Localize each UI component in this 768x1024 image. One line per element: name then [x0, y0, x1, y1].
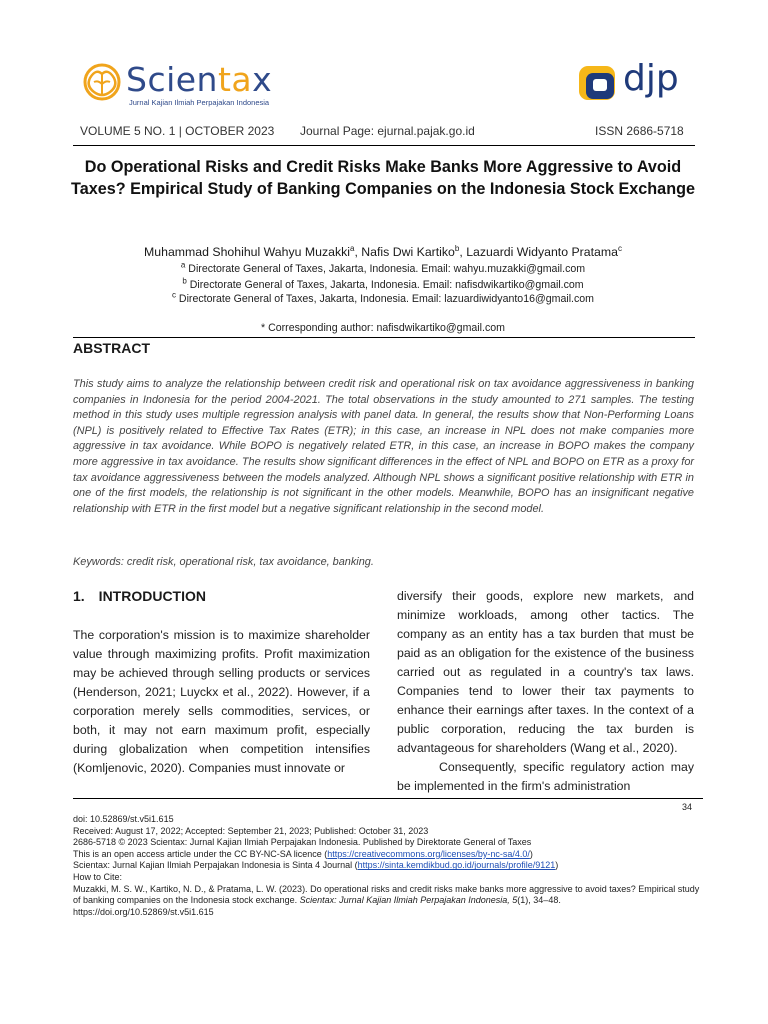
corresponding-author: * Corresponding author: nafisdwikartiko@gmail.com [261, 322, 505, 334]
issn: ISSN 2686-5718 [595, 124, 684, 138]
keywords: Keywords: credit risk, operational risk, tax avoidance, banking. [73, 556, 374, 568]
affiliation: $^a$ Directorate General of Taxes, Jakarta, Indonesia. Email: wahyu.muzakki@gmail.com [180, 260, 586, 275]
section-heading-introduction: 1. INTRODUCTION [73, 588, 206, 604]
paragraph: diversify their goods, explore new markets, and minimize workloads, among other tactics. The company as an entity has a tax burden that must be paid as an obligation for the existence of the business carried out as regulated in a country's tax laws. Companies tend to lower their tax payments to enhance their earnings after taxes. In the context of a public corporation, reducing the tax burden is advantageous for shareholders (Wang et al., 2020). [397, 589, 694, 755]
abstract-divider [73, 337, 695, 338]
publication-dates: Received: August 17, 2022; Accepted: September 21, 2023; Published: October 31, 2023 [73, 825, 429, 836]
footer-divider [73, 798, 703, 799]
djp-logo [577, 58, 679, 104]
author-name: Nafis Dwi Kartiko [361, 245, 455, 259]
affiliation: $^b$ Directorate General of Taxes, Jakarta, Indonesia. Email: nafisdwikartiko@gmail.com [182, 276, 584, 291]
sinta-link[interactable]: https://sinta.kemdikbud.go.id/journals/profile/9121 [357, 860, 556, 871]
license-link[interactable]: https://creativecommons.org/licenses/by-nc-sa/4.0/ [327, 848, 530, 859]
journal-tagline: Jurnal Kajian Ilmiah Perpajakan Indonesia [129, 98, 270, 107]
article-title: Do Operational Risks and Credit Risks Make Banks More Aggressive to Avoid Taxes? Empirical Study of Banking Companies on the Indonesia Stock Exchange [71, 158, 695, 198]
author-name: Lazuardi Widyanto Pratama [466, 245, 618, 259]
abstract-text: This study aims to analyze the relationship between credit risk and operational risk on tax avoidance aggressiveness in banking companies in Indonesia for the period 2004-2021. The total observations in the study amounted to 271 samples. The testing method in this study uses multiple regression analysis with panel data. In general, the results show that Non-Performing Loans (NPL) is positively related to Effective Tax Rates (ETR); in this case, an increase in NPL does not make companies more aggressive in tax avoidance. While BOPO is negatively related ETR, in this case, an increase in BOPO makes the company more aggressive in tax avoidance. The results show significant differences in the effect of NPL and BOPO on ETR as a proxy for tax avoidance aggressiveness between the models analyzed. Although NPL shows a significant positive relationship with ETR in one of the first models, the relationship is not significant in the other models. Meanwhile, BOPO has an insignificant negative relationship with ETR in the first model but a negative significant relationship in the second model. [73, 378, 694, 515]
journal-name: Scientax [126, 60, 273, 99]
author-list: Muhammad Shohihul Wahyu Muzakki$^a$, Nafis Dwi Kartiko$^b$, Lazuardi Widyanto Pratama$^c$ [144, 243, 622, 259]
how-to-cite-label: How to Cite: [73, 871, 123, 882]
djp-mark-icon [577, 64, 619, 104]
citation: Muzakki, M. S. W., Kartiko, N. D., & Pratama, L. W. (2023). Do operational risks and credit risks make banks more aggressive to avoid taxes? Empirical study of banking companies on the Indonesia stock exchange. Scientax: Jurnal Kajian Ilmiah Perpajakan Indonesia, 5(1), 34–48. https://doi.org/10.52869/st.v5i1.615 [73, 883, 700, 917]
body-column-left: The corporation's mission is to maximize shareholder value through maximizing profits. Profit maximization may be achieved through selling products or services (Henderson, 2021; Luyckx et al., 2022). However, if a corporation merely sells commodities, services, or both, it may not earn maximum profit, especially during globalization when competition intensifies (Komljenovic, 2020). Companies must innovate or [73, 628, 370, 775]
abstract-heading: ABSTRACT [73, 340, 150, 356]
author-name: Muhammad Shohihul Wahyu Muzakki [144, 245, 350, 259]
doi: doi: 10.52869/st.v5i1.615 [73, 814, 174, 824]
volume-info: VOLUME 5 NO. 1 | OCTOBER 2023 [80, 124, 275, 138]
affiliation: $^c$ Directorate General of Taxes, Jakarta, Indonesia. Email: lazuardiwidyanto16@gmail.com [171, 290, 595, 305]
journal-logo [82, 62, 282, 112]
license: This is an open access article under the CC BY-NC-SA licence (https://creativecommons.org/licenses/by-nc-sa/4.0/) [73, 848, 533, 859]
brain-logo-icon [82, 62, 122, 102]
djp-wordmark: djp [623, 58, 679, 99]
article-footer [73, 812, 703, 918]
copyright: 2686-5718 © 2023 Scientax: Jurnal Kajian Ilmiah Perpajakan Indonesia. Published by Direktorate General of Taxes [73, 837, 532, 848]
indexing: Scientax: Jurnal Kajian Ilmiah Perpajakan Indonesia is Sinta 4 Journal (https://sinta.kemdikbud.go.id/journals/profile/9121) [73, 860, 559, 871]
header-divider [73, 145, 695, 146]
journal-page: Journal Page: ejurnal.pajak.go.id [300, 124, 475, 138]
paragraph: Consequently, specific regulatory action may be implemented in the firm's administration [397, 760, 694, 793]
body-column-right [397, 587, 694, 796]
page-number: 34 [682, 802, 693, 812]
